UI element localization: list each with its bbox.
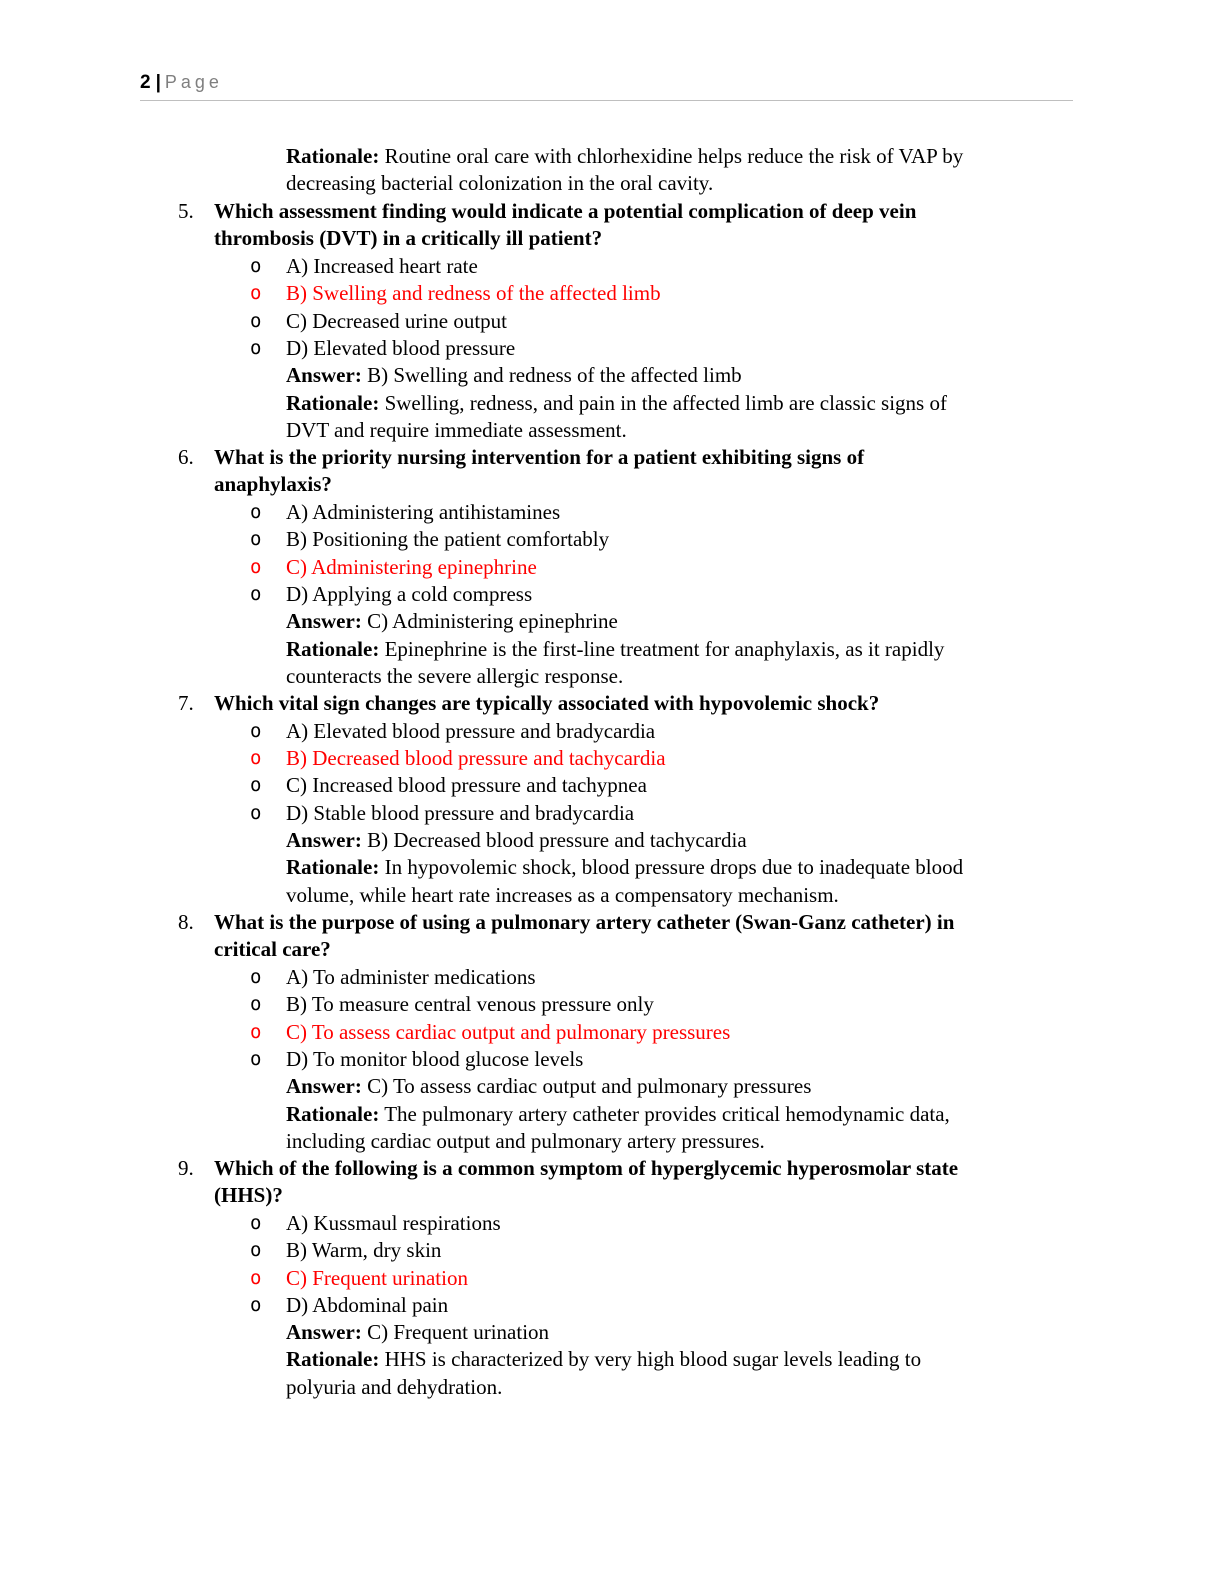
rationale-line: Rationale: HHS is characterized by very high blood sugar levels leading to [286,1347,922,1371]
question-text: anaphylaxis? [214,472,332,496]
option-c-correct: C) To assess cardiac output and pulmonary pressures [286,1020,731,1044]
option-b: B) Warm, dry skin [286,1238,442,1262]
rationale-label: Rationale: [286,1102,380,1126]
rationale-label: Rationale: [286,1347,380,1371]
option-b: B) To measure central venous pressure only [286,992,654,1016]
question-number: 6. [178,445,194,469]
question-number: 9. [178,1156,194,1180]
bullet: o [250,556,262,578]
rationale-label: Rationale: [286,637,380,661]
question-text: Which assessment finding would indicate a potential complication of deep vein [214,199,917,223]
rationale-line: volume, while heart rate increases as a compensatory mechanism. [286,883,839,907]
bullet: o [250,255,262,277]
bullet: o [250,310,262,332]
bullet: o [250,1294,262,1316]
option-c: C) Increased blood pressure and tachypnea [286,773,647,797]
question-text: What is the priority nursing intervention for a patient exhibiting signs of [214,445,865,469]
bullet: o [250,1212,262,1234]
option-c-correct: C) Frequent urination [286,1266,468,1290]
bullet: o [250,282,262,304]
answer-line: Answer: C) Frequent urination [286,1320,550,1344]
option-a: A) Elevated blood pressure and bradycardia [286,719,656,743]
rationale-line: Rationale: Epinephrine is the first-line treatment for anaphylaxis, as it rapidly [286,637,945,661]
option-d: D) Stable blood pressure and bradycardia [286,801,635,825]
bullet: o [250,337,262,359]
rationale-label: Rationale: [286,391,380,415]
option-a: A) Administering antihistamines [286,500,561,524]
rationale-line: polyuria and dehydration. [286,1375,503,1399]
bullet: o [250,1021,262,1043]
intro-rationale-line: Rationale: Routine oral care with chlorhexidine helps reduce the risk of VAP by [286,144,964,168]
bullet: o [250,747,262,769]
question-text: What is the purpose of using a pulmonary artery catheter (Swan-Ganz catheter) in [214,910,955,934]
answer-line: Answer: C) To assess cardiac output and pulmonary pressures [286,1074,812,1098]
answer-label: Answer: [286,363,362,387]
answer-label: Answer: [286,828,362,852]
answer-label: Answer: [286,1074,362,1098]
option-d: D) Abdominal pain [286,1293,449,1317]
bullet: o [250,1267,262,1289]
bullet: o [250,1239,262,1261]
option-b-correct: B) Swelling and redness of the affected limb [286,281,661,305]
option-b-correct: B) Decreased blood pressure and tachycardia [286,746,666,770]
option-d: D) Elevated blood pressure [286,336,516,360]
question-number: 7. [178,691,194,715]
answer-line: Answer: B) Swelling and redness of the affected limb [286,363,742,387]
answer-label: Answer: [286,609,362,633]
question-text: Which of the following is a common symptom of hyperglycemic hyperosmolar state [214,1156,959,1180]
option-d: D) Applying a cold compress [286,582,533,606]
page-separator: | [155,72,161,93]
bullet: o [250,774,262,796]
option-a: A) Kussmaul respirations [286,1211,501,1235]
rationale-line: counteracts the severe allergic response. [286,664,624,688]
question-text: thrombosis (DVT) in a critically ill patient? [214,226,603,250]
bullet: o [250,966,262,988]
answer-line: Answer: B) Decreased blood pressure and tachycardia [286,828,747,852]
answer-label: Answer: [286,1320,362,1344]
question-text: critical care? [214,937,331,961]
question-text: (HHS)? [214,1183,283,1207]
rationale-label: Rationale: [286,144,380,168]
intro-rationale-line: decreasing bacterial colonization in the oral cavity. [286,171,714,195]
answer-line: Answer: C) Administering epinephrine [286,609,618,633]
option-d: D) To monitor blood glucose levels [286,1047,584,1071]
option-c: C) Decreased urine output [286,309,508,333]
bullet: o [250,528,262,550]
option-a: A) To administer medications [286,965,536,989]
page-word: Page [164,72,223,92]
rationale-line: Rationale: In hypovolemic shock, blood pressure drops due to inadequate blood [286,855,964,879]
bullet: o [250,993,262,1015]
bullet: o [250,583,262,605]
question-text: Which vital sign changes are typically associated with hypovolemic shock? [214,691,880,715]
page-header [140,72,1073,101]
rationale-label: Rationale: [286,855,380,879]
option-b: B) Positioning the patient comfortably [286,527,610,551]
option-c-correct: C) Administering epinephrine [286,555,537,579]
rationale-line: DVT and require immediate assessment. [286,418,627,442]
rationale-line: Rationale: Swelling, redness, and pain in the affected limb are classic signs of [286,391,947,415]
page-number: 2 [140,72,151,93]
rationale-line: including cardiac output and pulmonary artery pressures. [286,1129,765,1153]
bullet: o [250,720,262,742]
question-number: 5. [178,199,194,223]
bullet: o [250,1048,262,1070]
bullet: o [250,802,262,824]
option-a: A) Increased heart rate [286,254,478,278]
rationale-line: Rationale: The pulmonary artery catheter provides critical hemodynamic data, [286,1102,950,1126]
question-number: 8. [178,910,194,934]
bullet: o [250,501,262,523]
